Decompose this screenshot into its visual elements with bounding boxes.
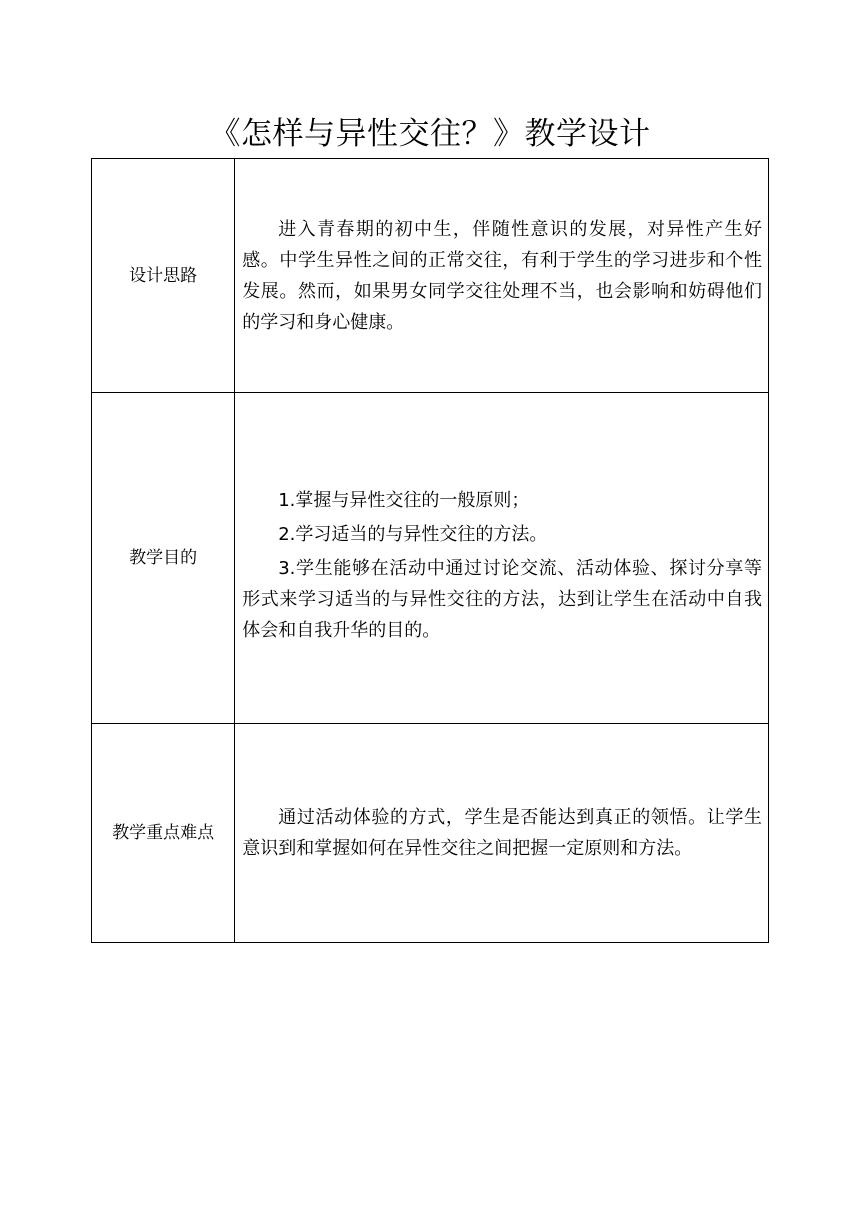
- row-label-design-idea: 设计思路: [92, 159, 235, 393]
- lesson-plan-table: [91, 158, 769, 943]
- row-content-teaching-objectives: [235, 393, 769, 724]
- document-title: 《怎样与异性交往？》教学设计: [209, 116, 651, 152]
- key-difficulties-paragraph: 通过活动体验的方式，学生是否能达到真正的领悟。让学生意识到和掌握如何在异性交往之间把握一定原则和方法。: [242, 807, 762, 859]
- table-row-teaching-objectives: [92, 393, 769, 724]
- row-content-key-difficulties: [235, 724, 769, 943]
- design-idea-paragraph: 进入青春期的初中生，伴随性意识的发展，对异性产生好感。中学生异性之间的正常交往，有利于学生的学习进步和个性发展。然而，如果男女同学交往处理不当，也会影响和妨碍他们的学习和身心健康。: [242, 218, 762, 333]
- objective-item-1: 1.掌握与异性交往的一般原则；: [278, 489, 530, 511]
- row-label-key-difficulties: 教学重点难点: [92, 724, 235, 943]
- table-row-design-idea: [92, 159, 769, 393]
- row-content-design-idea: [235, 159, 769, 393]
- table-row-key-difficulties: [92, 724, 769, 943]
- objective-item-3: 3.学生能够在活动中通过讨论交流、活动体验、探讨分享等形式来学习适当的与异性交往的方法，达到让学生在活动中自我体会和自我升华的目的。: [242, 557, 762, 641]
- row-label-teaching-objectives: 教学目的: [92, 393, 235, 724]
- objective-item-2: 2.学习适当的与异性交往的方法。: [278, 523, 548, 545]
